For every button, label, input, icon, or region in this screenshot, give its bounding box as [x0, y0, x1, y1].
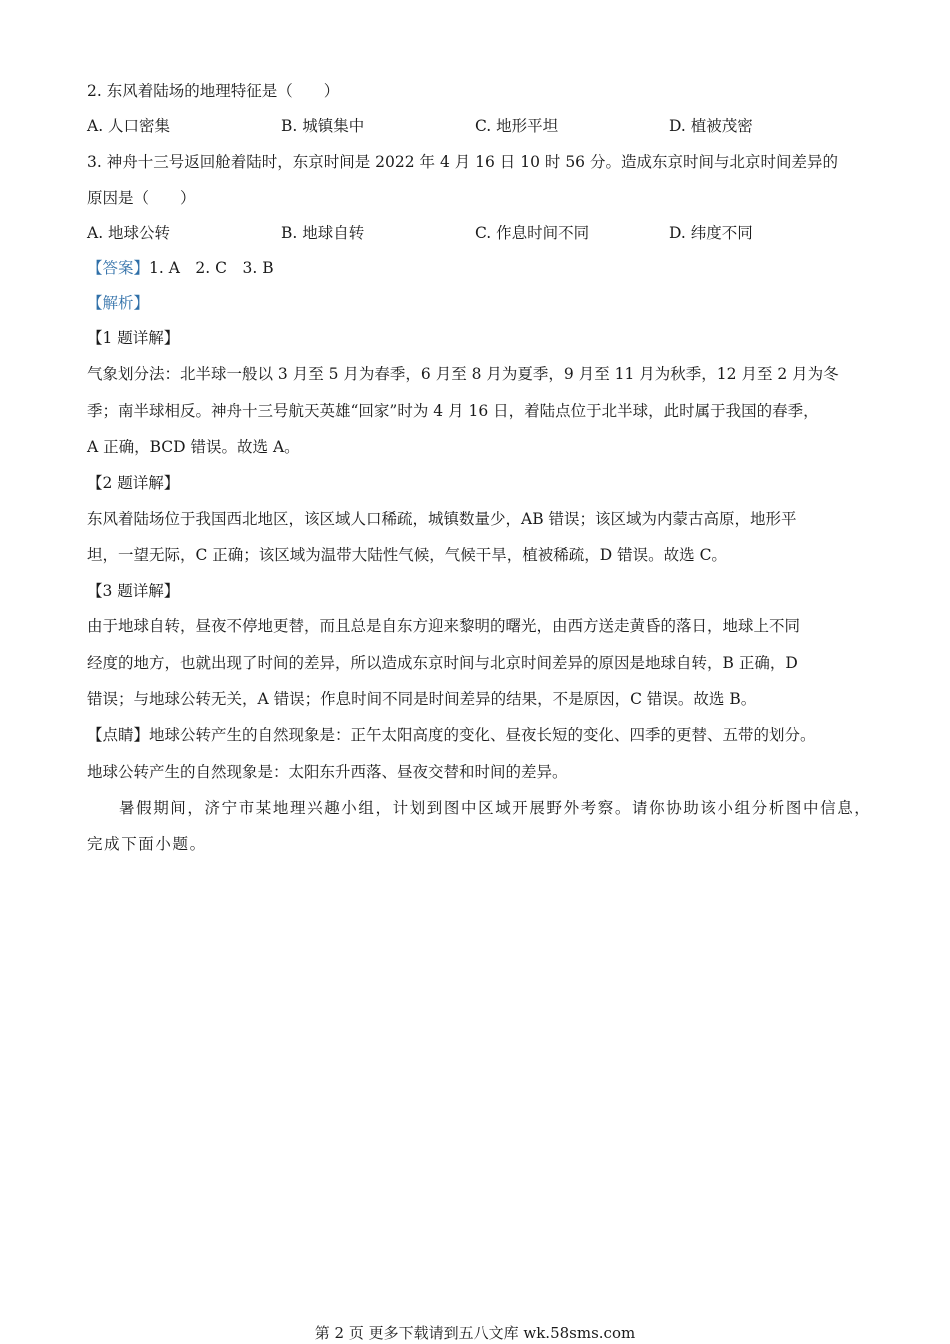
- question-3-option-b: B. 地球自转: [281, 224, 365, 242]
- answer-line: [87, 258, 872, 278]
- answer-text: 1. A 2. C 3. B: [149, 259, 274, 277]
- detail-1-heading: 【1 题详解】: [87, 329, 180, 347]
- tip-label: 【点睛】: [87, 726, 150, 744]
- tip-line-1: [87, 725, 872, 745]
- question-2-option-d: D. 植被茂密: [669, 117, 753, 135]
- intro-line-2: 完成下面小题。: [87, 835, 207, 853]
- question-3-stem-line-2: 原因是（ ）: [87, 189, 196, 207]
- detail-1-line-3: A 正确，BCD 错误。故选 A。: [87, 438, 300, 456]
- detail-3-heading: 【3 题详解】: [87, 582, 180, 600]
- detail-3-line-1: 由于地球自转，昼夜不停地更替，而且总是自东方迎来黎明的曙光，由西方送走黄昏的落日，地球上不同: [87, 617, 801, 635]
- question-3-options: [87, 223, 872, 243]
- tip-line-2: 地球公转产生的自然现象是：太阳东升西落、昼夜交替和时间的差异。: [87, 763, 568, 781]
- question-2-option-b: B. 城镇集中: [281, 117, 365, 135]
- page-footer: 第 2 页 更多下载请到五八文库 wk.58sms.com: [314, 1324, 636, 1342]
- tip-text-1: 地球公转产生的自然现象是：正午太阳高度的变化、昼夜长短的变化、四季的更替、五带的划分。: [149, 726, 816, 744]
- detail-1-line-1: 气象划分法：北半球一般以 3 月至 5 月为春季，6 月至 8 月为夏季，9 月至 11 月为秋季，12 月至 2 月为冬: [87, 365, 839, 383]
- question-3-option-a: A. 地球公转: [87, 224, 171, 242]
- detail-2-line-1: 东风着陆场位于我国西北地区，该区域人口稀疏，城镇数量少，AB 错误；该区域为内蒙古高原，地形平: [87, 510, 797, 528]
- detail-3-line-2: 经度的地方，也就出现了时间的差异，所以造成东京时间与北京时间差异的原因是地球自转，B 正确，D: [87, 654, 798, 672]
- question-2-options: [87, 116, 872, 136]
- intro-line-1: 暑假期间，济宁市某地理兴趣小组，计划到图中区域开展野外考察。请你协助该小组分析图中信息，: [119, 799, 872, 817]
- detail-2-line-2: 坦，一望无际，C 正确；该区域为温带大陆性气候，气候干旱，植被稀疏，D 错误。故选 C。: [87, 546, 727, 564]
- detail-2-heading: 【2 题详解】: [87, 474, 180, 492]
- question-3-option-c: C. 作息时间不同: [475, 224, 590, 242]
- analysis-label: 【解析】: [87, 294, 150, 312]
- detail-1-line-2: 季；南半球相反。神舟十三号航天英雄“回家”时为 4 月 16 日，着陆点位于北半球，此时属于我国的春季，: [87, 402, 819, 420]
- answer-label: 【答案】: [87, 259, 150, 277]
- question-2-option-c: C. 地形平坦: [475, 117, 559, 135]
- question-2-option-a: A. 人口密集: [87, 117, 171, 135]
- question-3-option-d: D. 纬度不同: [669, 224, 753, 242]
- question-3-stem-line-1: 3. 神舟十三号返回舱着陆时，东京时间是 2022 年 4 月 16 日 10 时 56 分。造成东京时间与北京时间差异的: [87, 153, 838, 171]
- question-2-stem: 2. 东风着陆场的地理特征是（ ）: [87, 82, 340, 100]
- detail-3-line-3: 错误；与地球公转无关，A 错误；作息时间不同是时间差异的结果，不是原因，C 错误。故选 B。: [87, 690, 757, 708]
